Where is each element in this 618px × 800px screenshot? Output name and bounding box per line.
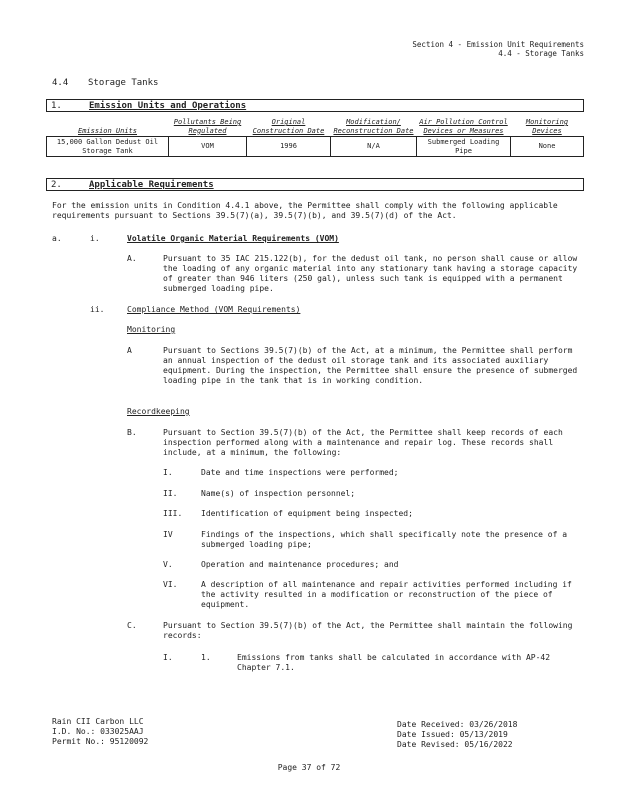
- bar1-title: Emission Units and Operations: [89, 101, 247, 111]
- section-title-text: Storage Tanks: [88, 78, 159, 88]
- bar2-title: Applicable Requirements: [89, 180, 214, 190]
- footer-company: Rain CII Carbon LLC: [52, 717, 144, 726]
- th-emission-units: Emission Units: [77, 126, 137, 135]
- page-number: Page 37 of 72: [277, 763, 341, 772]
- cell-emission-unit: 15,000 Gallon Dedust Oil Storage Tank: [47, 137, 169, 157]
- list-item-label: IV: [163, 530, 173, 539]
- emission-units-table: [46, 118, 584, 157]
- running-header-line1: Section 4 - Emission Unit Requirements: [412, 40, 584, 49]
- table-header-row: [47, 118, 584, 137]
- cell-pollutant: VOM: [169, 137, 247, 157]
- bar2-number: 2.: [51, 180, 62, 190]
- list-item-label: V.: [163, 560, 173, 569]
- th-pollutants: Pollutants Being Regulated: [173, 118, 242, 135]
- th-monitoring-devices: Monitoring Devices: [525, 118, 569, 135]
- monitoring-heading: Monitoring: [127, 325, 176, 334]
- th-construction-date: Original Construction Date: [252, 118, 325, 135]
- footer-date-revised: Date Revised: 05/16/2022: [397, 740, 513, 749]
- item-C-1-label: 1.: [201, 653, 211, 662]
- cell-control-device: Submerged Loading Pipe: [417, 137, 511, 157]
- list-item-label: I.: [163, 468, 173, 477]
- cell-monitoring-device: None: [511, 137, 584, 157]
- cell-construction-date: 1996: [247, 137, 331, 157]
- bar1-number: 1.: [51, 101, 62, 111]
- footer-id-no: I.D. No.: 033025AAJ: [52, 727, 144, 736]
- section-bar-emission-units: [46, 99, 584, 112]
- section-bar-applicable-requirements: [46, 178, 584, 191]
- list-item: Name(s) of inspection personnel;: [201, 489, 356, 498]
- th-modification-date: Modification/ Reconstruction Date: [333, 118, 414, 135]
- item-C-1-text: Emissions from tanks shall be calculated in accordance with AP-42 Chapter 7.1.: [237, 653, 551, 672]
- list-item-label: II.: [163, 489, 178, 498]
- item-A-label: A.: [127, 254, 137, 263]
- monitoring-A-label: A: [127, 346, 132, 355]
- item-A-text: Pursuant to 35 IAC 215.122(b), for the dedust oil tank, no person shall cause or allow the loading of any organic material into any stationary tank having a storage capacity of greater than 946 liters (250 gal), unless such tank is equipped with a permanent submerged loading pipe.: [163, 254, 578, 293]
- list-item: Findings of the inspections, which shall specifically note the presence of a submerged loading pipe;: [201, 530, 568, 549]
- section-title: [52, 78, 158, 88]
- list-item: Date and time inspections were performed;: [201, 468, 399, 477]
- monitoring-A-text: Pursuant to Sections 39.5(7)(b) of the Act, at a minimum, the Permittee shall perform an annual inspection of the dedust oil storage tank and its associated auxiliary equipment. During the inspection, the Permittee shall ensure the presence of submerged loading pipe in the tank that is in working condition.: [163, 346, 578, 385]
- item-B-label: B.: [127, 428, 137, 437]
- vom-requirements-title: Volatile Organic Material Requirements (VOM): [127, 234, 339, 243]
- intro-paragraph: For the emission units in Condition 4.4.1 above, the Permittee shall comply with the following applicable requirements pursuant to Sections 39.5(7)(a), 39.5(7)(b), and 39.5(7)(d) of the Act.: [52, 201, 558, 220]
- list-item: Identification of equipment being inspected;: [201, 509, 413, 518]
- item-B-text: Pursuant to Section 39.5(7)(b) of the Act, the Permittee shall keep records of each inspection performed along with a maintenance and repair log. These records shall include, at a minimum, the following:: [163, 428, 563, 457]
- item-C-I-label: I.: [163, 653, 173, 662]
- list-item-label: VI.: [163, 580, 178, 589]
- list-item: Operation and maintenance procedures; and: [201, 560, 399, 569]
- footer-date-issued: Date Issued: 05/13/2019: [397, 730, 508, 739]
- item-ii-label: ii.: [90, 305, 105, 314]
- item-a-label: a.: [52, 234, 62, 243]
- footer-permit-no: Permit No.: 95120092: [52, 737, 149, 746]
- cell-modification-date: N/A: [331, 137, 417, 157]
- running-header-line2: 4.4 - Storage Tanks: [498, 49, 584, 58]
- recordkeeping-heading: Recordkeeping: [127, 407, 190, 416]
- section-number: 4.4: [52, 78, 69, 88]
- footer-right: [397, 720, 517, 750]
- compliance-method-title: Compliance Method (VOM Requirements): [127, 305, 301, 314]
- item-i-label: i.: [90, 234, 100, 243]
- table-row: [47, 137, 584, 157]
- th-control-devices: Air Pollution Control Devices or Measures: [419, 118, 508, 135]
- item-C-text: Pursuant to Section 39.5(7)(b) of the Act, the Permittee shall maintain the following records:: [163, 621, 573, 640]
- item-C-label: C.: [127, 621, 137, 630]
- footer-date-received: Date Received: 03/26/2018: [397, 720, 518, 729]
- footer-left: [52, 717, 148, 747]
- list-item: A description of all maintenance and repair activities performed including if the activity resulted in a modification or reconstruction of the piece of equipment.: [201, 580, 572, 609]
- running-header: [412, 40, 584, 58]
- list-item-label: III.: [163, 509, 183, 518]
